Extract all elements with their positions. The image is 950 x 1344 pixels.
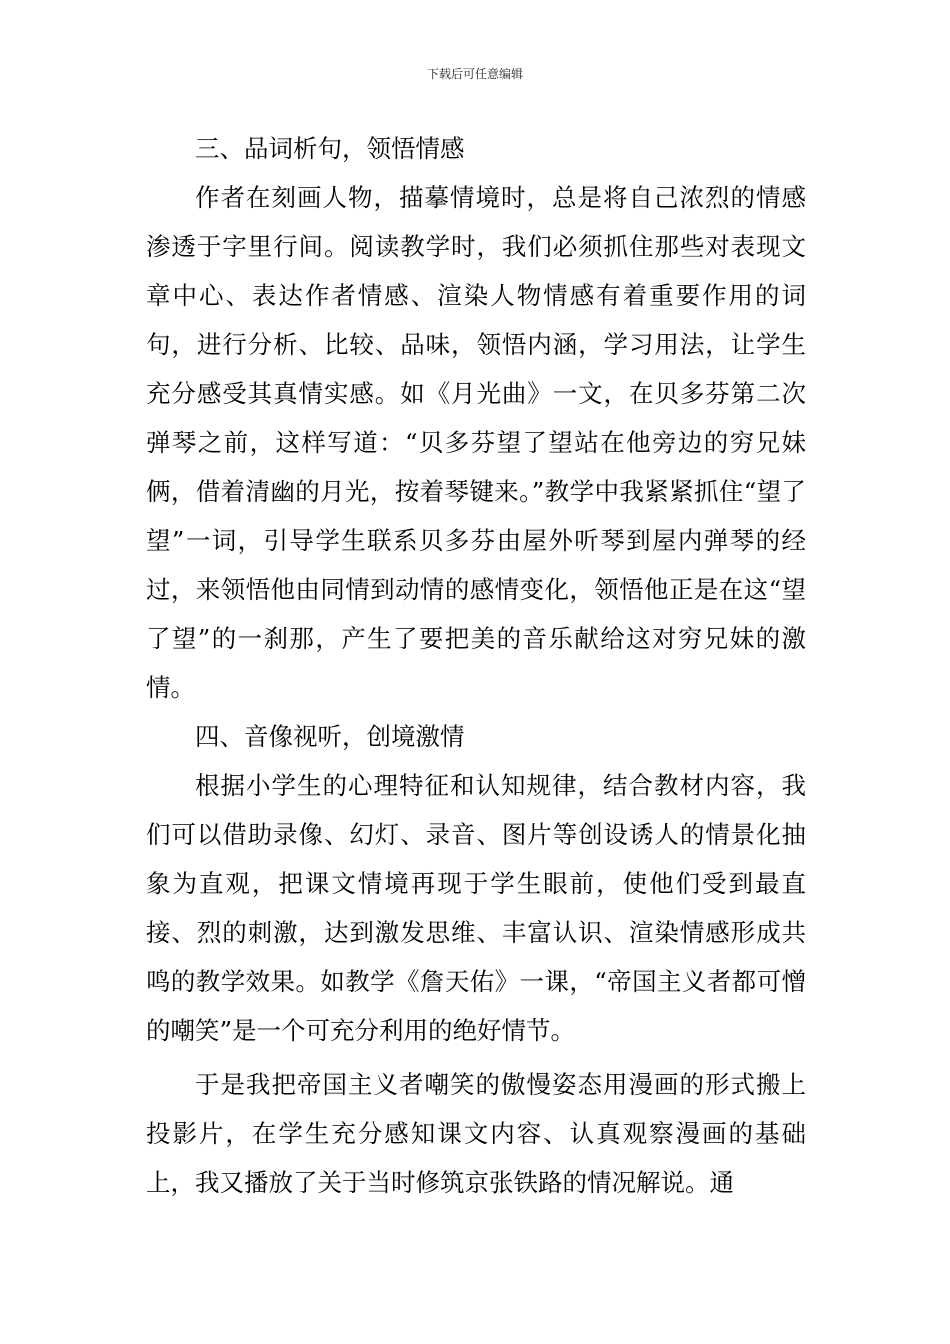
- document-body: [146, 124, 806, 1207]
- section-heading-4: 四、音像视听，创境激情: [195, 722, 465, 751]
- body-paragraph: 作者在刻画人物，描摹情境时，总是将自己浓烈的情感渗透于字里行间。阅读教学时，我们必须抓住那些对表现文章中心、表达作者情感、渲染人物情感有着重要作用的词句，进行分析、比较、品味，领悟内涵，学习用法，让学生充分感受其真情实感。如《月光曲》一文，在贝多芬第二次弹琴之前，这样写道：“贝多芬望了望站在他旁边的穷兄妹俩，借着清幽的月光，按着琴键来。”教学中我紧紧抓住“望了望”一词，引导学生联系贝多芬由屋外听琴到屋内弹琴的经过，来领悟他由同情到动情的感情变化，领悟他正是在这“望了望”的一刹那，产生了要把美的音乐献给这对穷兄妹的激情。: [146, 183, 806, 702]
- section-heading-3: 三、品词析句，领悟情感: [195, 134, 465, 163]
- body-paragraph: 于是我把帝国主义者嘲笑的傲慢姿态用漫画的形式搬上投影片，在学生充分感知课文内容、认真观察漫画的基础上，我又播放了关于当时修筑京张铁路的情况解说。通: [146, 1070, 806, 1197]
- body-paragraph: 根据小学生的心理特征和认知规律，结合教材内容，我们可以借助录像、幻灯、录音、图片等创设诱人的情景化抽象为直观，把课文情境再现于学生眼前，使他们受到最直接、烈的刺激，达到激发思维、丰富认识、渲染情感形成共鸣的教学效果。如教学《詹天佑》一课，“帝国主义者都可憎的嘲笑”是一个可充分利用的绝好情节。: [146, 771, 806, 1045]
- page-header: 下载后可任意编辑: [426, 67, 523, 81]
